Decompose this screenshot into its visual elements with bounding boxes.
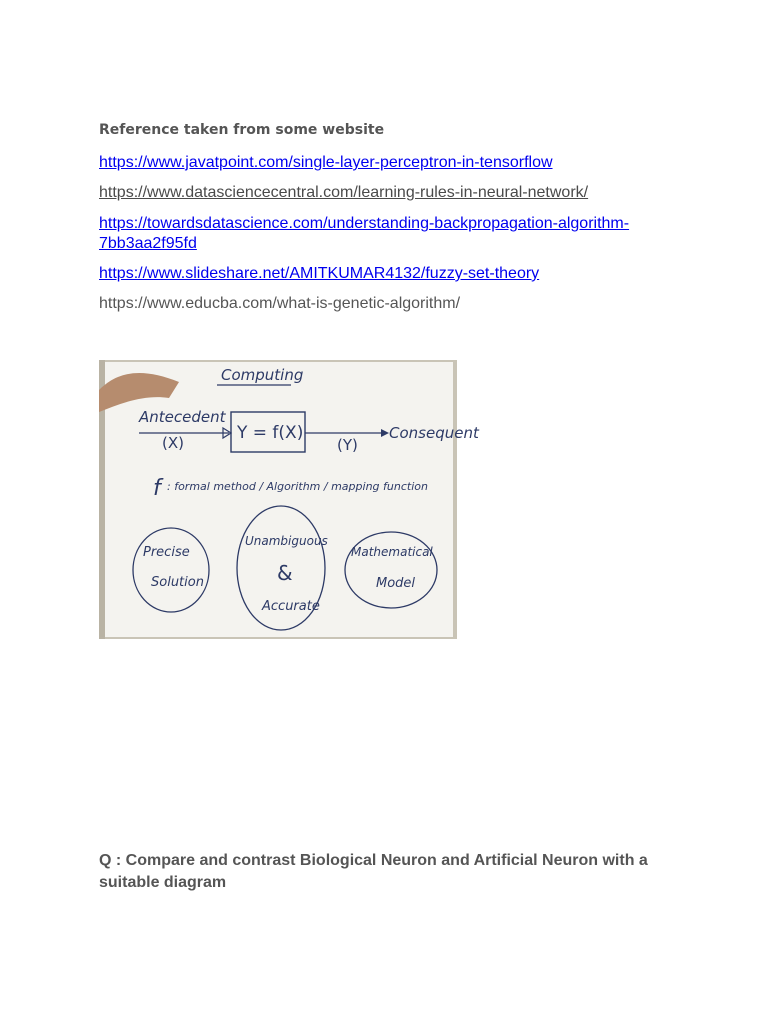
reference-link-datasciencecentral[interactable]: https://www.datasciencecentral.com/learning-rules-in-neural-network/: [99, 184, 589, 201]
circle-2-line-2: &: [277, 561, 293, 585]
function-label: Y = f(X): [237, 423, 304, 443]
f-symbol: f: [153, 476, 161, 501]
whiteboard-drawing: [99, 360, 479, 639]
reference-text-educba: https://www.educba.com/what-is-genetic-algorithm/: [99, 295, 461, 312]
circle-3-line-2: Model: [376, 576, 416, 591]
reference-link-javatpoint[interactable]: https://www.javatpoint.com/single-layer-perceptron-in-tensorflow: [99, 154, 553, 171]
question-text: Q : Compare and contrast Biological Neuron and Artificial Neuron with a suitable diagram: [99, 852, 648, 891]
reference-heading: Reference taken from some website: [99, 122, 385, 138]
reference-link-towardsdatascience[interactable]: https://towardsdatascience.com/understanding-backpropagation-algorithm-7bb3aa2f95fd: [99, 215, 630, 252]
circle-2-line-1: Unambiguous: [245, 534, 328, 548]
reference-link-slideshare[interactable]: https://www.slideshare.net/AMITKUMAR4132/fuzzy-set-theory: [99, 265, 540, 282]
x-label: (X): [162, 434, 184, 452]
f-description: : formal method / Algorithm / mapping function: [167, 480, 428, 493]
y-label: (Y): [337, 436, 358, 454]
circle-1-line-2: Solution: [151, 575, 204, 590]
circle-3-line-1: Mathematical: [351, 545, 433, 559]
whiteboard-photo: [99, 360, 479, 639]
antecedent-label: Antecedent: [139, 408, 226, 426]
consequent-label: Consequent: [389, 424, 479, 442]
whiteboard-title: Computing: [221, 366, 304, 384]
circle-1-line-1: Precise: [143, 545, 190, 560]
circle-2-line-3: Accurate: [262, 599, 320, 614]
